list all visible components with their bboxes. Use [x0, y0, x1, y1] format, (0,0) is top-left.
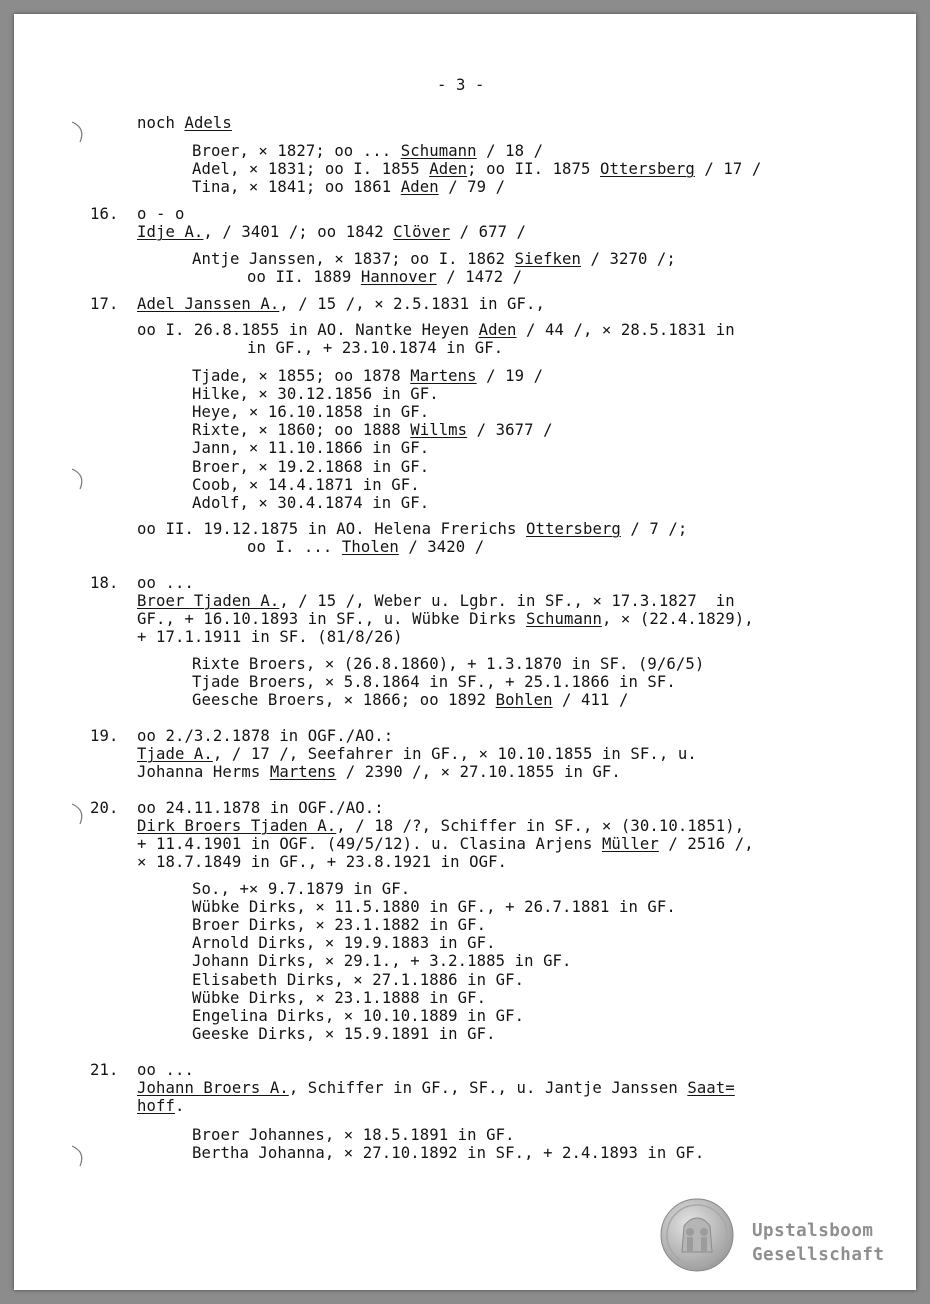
child-line: oo II. 1889 Hannover / 1472 /	[247, 268, 523, 286]
child-line: Broer, ⨯ 19.2.1868 in GF.	[192, 457, 430, 476]
child-line: Coob, ⨯ 14.4.1871 in GF.	[192, 475, 420, 494]
entry-line: Idje A., / 3401 /; oo 1842 Clöver / 677 /	[137, 223, 527, 241]
child-line: Arnold Dirks, ⨯ 19.9.1883 in GF.	[192, 934, 496, 953]
child-line: Adel, ⨯ 1831; oo I. 1855 Aden; oo II. 1875 Ottersberg / 17 /	[192, 160, 762, 178]
entry-head: o - o	[137, 205, 185, 223]
entry-line: Tjade A., / 17 /, Seefahrer in GF., ⨯ 10.10.1855 in SF., u.	[137, 745, 697, 763]
entry-line: Johann Broers A., Schiffer in GF., SF., u. Jantje Janssen Saat=	[137, 1079, 735, 1097]
entry-line: Johanna Herms Martens / 2390 /, ⨯ 27.10.1855 in GF.	[137, 763, 621, 781]
logo-line-1: Upstalsboom	[752, 1221, 874, 1241]
society-seal-icon	[660, 1198, 734, 1272]
child-line: Rixte Broers, ⨯ (26.8.1860), + 1.3.1870 in SF. (9/6/5)	[192, 655, 705, 673]
entry-line: oo II. 19.12.1875 in AO. Helena Frerichs Ottersberg / 7 /;	[137, 520, 688, 538]
entry-line: ⨯ 18.7.1849 in GF., + 23.8.1921 in OGF.	[137, 853, 508, 871]
child-line: Engelina Dirks, ⨯ 10.10.1889 in GF.	[192, 1006, 525, 1025]
entry-line: + 17.1.1911 in SF. (81/8/26)	[137, 628, 403, 646]
child-line: Wübke Dirks, ⨯ 11.5.1880 in GF., + 26.7.1881 in GF.	[192, 898, 676, 917]
entry-number: 16.	[90, 205, 119, 223]
child-line: Rixte, ⨯ 1860; oo 1888 Willms / 3677 /	[192, 421, 553, 440]
child-line: Geeske Dirks, ⨯ 15.9.1891 in GF.	[192, 1024, 496, 1043]
child-line: Tina, ⨯ 1841; oo 1861 Aden / 79 /	[192, 178, 506, 196]
entry-head: oo ...	[137, 1061, 194, 1079]
child-line: Broer Dirks, ⨯ 23.1.1882 in GF.	[192, 916, 487, 935]
entry-head: oo ...	[137, 574, 194, 592]
child-line: Bertha Johanna, ⨯ 27.10.1892 in SF., + 2.4.1893 in GF.	[192, 1144, 705, 1162]
section-heading: noch Adels	[137, 114, 232, 132]
child-line: So., +⨯ 9.7.1879 in GF.	[192, 880, 411, 898]
entry-line: oo I. 26.8.1855 in AO. Nantke Heyen Aden / 44 /, ⨯ 28.5.1831 in	[137, 321, 735, 339]
entry-number: 17.	[90, 295, 119, 313]
child-line: Broer, ⨯ 1827; oo ... Schumann / 18 /	[192, 142, 544, 160]
child-line: Jann, ⨯ 11.10.1866 in GF.	[192, 439, 430, 458]
entry-line: Adel Janssen A., / 15 /, ⨯ 2.5.1831 in GF.,	[137, 295, 545, 313]
child-line: Heye, ⨯ 16.10.1858 in GF.	[192, 403, 430, 422]
entry-head: oo 24.11.1878 in OGF./AO.:	[137, 799, 384, 817]
entry-line: oo I. ... Tholen / 3420 /	[247, 538, 485, 556]
entry-line: + 11.4.1901 in OGF. (49/5/12). u. Clasina Arjens Müller / 2516 /,	[137, 835, 754, 853]
entry-line: Dirk Broers Tjaden A., / 18 /?, Schiffer in SF., ⨯ (30.10.1851),	[137, 817, 745, 835]
child-line: Adolf, ⨯ 30.4.1874 in GF.	[192, 493, 430, 512]
child-line: Johann Dirks, ⨯ 29.1., + 3.2.1885 in GF.	[192, 952, 572, 971]
child-line: Tjade, ⨯ 1855; oo 1878 Martens / 19 /	[192, 367, 544, 385]
society-logo-text	[752, 1219, 912, 1267]
entry-line: Broer Tjaden A., / 15 /, Weber u. Lgbr. in SF., ⨯ 17.3.1827 in	[137, 592, 735, 610]
child-line: Tjade Broers, ⨯ 5.8.1864 in SF., + 25.1.1866 in SF.	[192, 673, 676, 691]
surname-adels: Adels	[184, 114, 232, 132]
child-line: Geesche Broers, ⨯ 1866; oo 1892 Bohlen / 411 /	[192, 691, 629, 709]
child-line: Hilke, ⨯ 30.12.1856 in GF.	[192, 385, 439, 404]
child-line: Antje Janssen, ⨯ 1837; oo I. 1862 Siefken / 3270 /;	[192, 250, 676, 268]
logo-line-2: Gesellschaft	[752, 1245, 885, 1265]
entry-number: 18.	[90, 574, 119, 592]
child-line: Elisabeth Dirks, ⨯ 27.1.1886 in GF.	[192, 970, 525, 989]
child-line: Wübke Dirks, ⨯ 23.1.1888 in GF.	[192, 988, 487, 1007]
entry-number: 19.	[90, 727, 119, 745]
entry-line: hoff.	[137, 1097, 185, 1115]
entry-number: 21.	[90, 1061, 119, 1079]
entry-number: 20.	[90, 799, 119, 817]
child-line: Broer Johannes, ⨯ 18.5.1891 in GF.	[192, 1126, 515, 1144]
entry-line: GF., + 16.10.1893 in SF., u. Wübke Dirks Schumann, ⨯ (22.4.1829),	[137, 610, 754, 628]
entry-head: oo 2./3.2.1878 in OGF./AO.:	[137, 727, 394, 745]
page-number: - 3 -	[437, 76, 485, 94]
entry-line: in GF., + 23.10.1874 in GF.	[247, 339, 504, 357]
